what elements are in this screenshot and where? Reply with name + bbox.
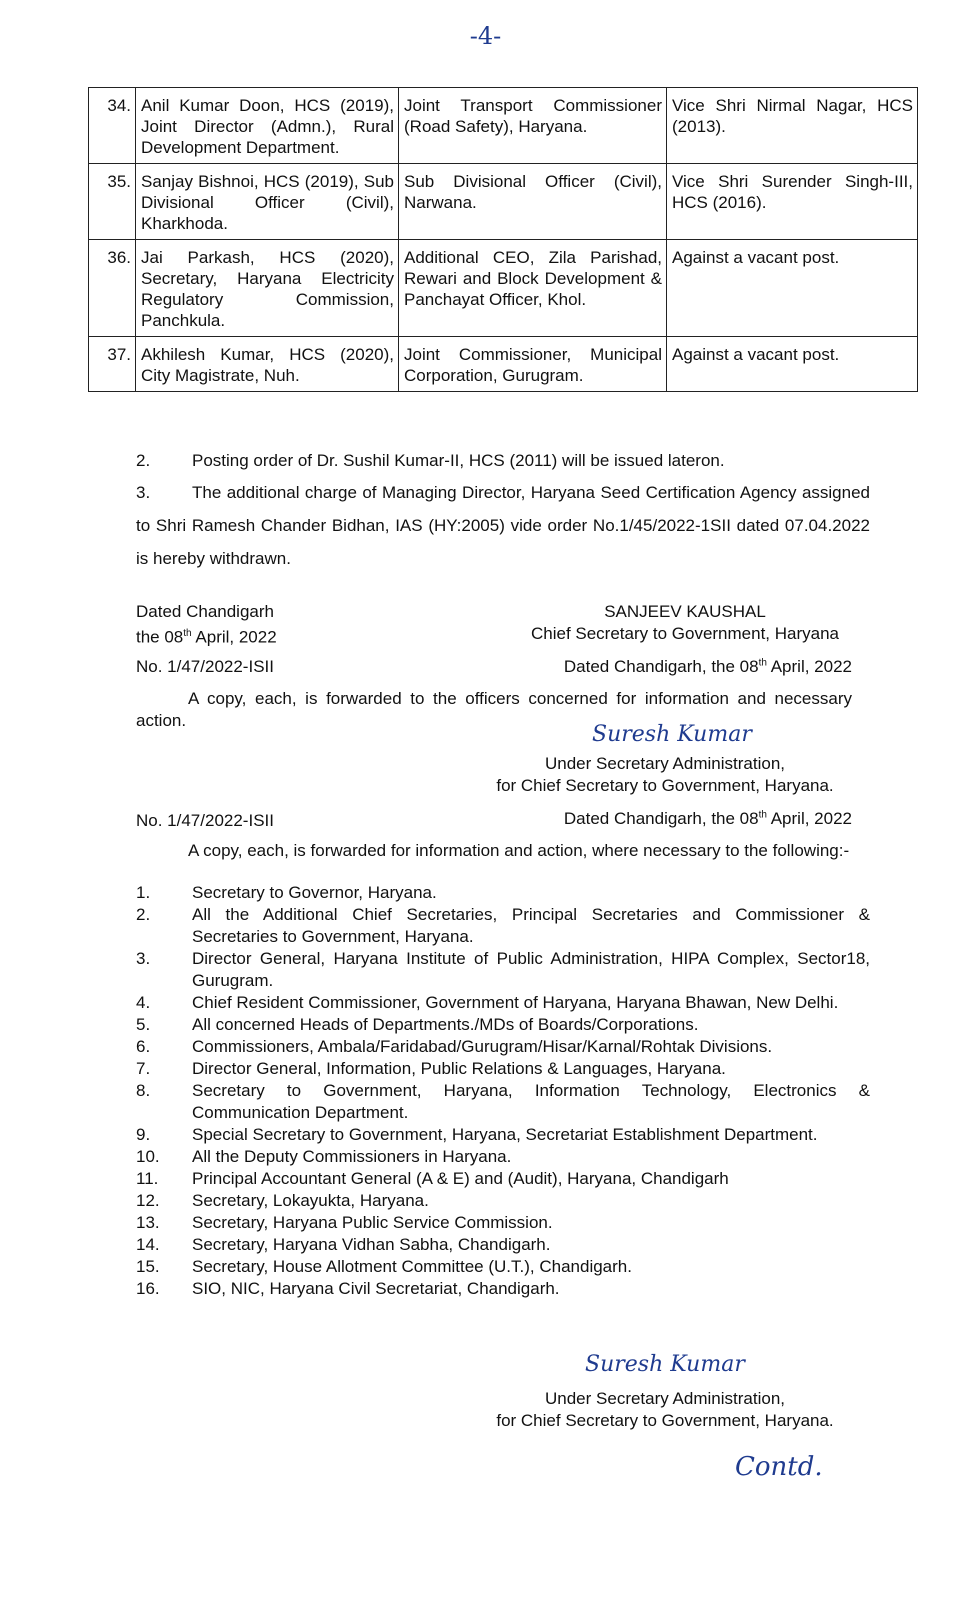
list-item-text: All the Additional Chief Secretaries, Principal Secretaries and Commissioner & Secretaries to Government, Haryana. xyxy=(192,905,870,946)
list-item xyxy=(136,1058,870,1080)
serial-number-cell: 37. xyxy=(89,337,136,392)
endorsement-2-signatory xyxy=(480,1388,850,1432)
signatory-designation: Under Secretary Administration, xyxy=(545,754,785,773)
vice-cell: Vice Shri Nirmal Nagar, HCS (2013). xyxy=(667,88,918,164)
posting-cell: Additional CEO, Zila Parishad, Rewari and Block Development & Panchayat Officer, Khol. xyxy=(399,240,667,337)
serial-number-cell: 34. xyxy=(89,88,136,164)
list-item-text: Chief Resident Commissioner, Government of Haryana, Haryana Bhawan, New Delhi. xyxy=(192,993,839,1012)
paragraph-number: 2. xyxy=(136,451,151,470)
order-place: Dated Chandigarh xyxy=(136,602,274,621)
list-item-text: Secretary, Haryana Vidhan Sabha, Chandigarh. xyxy=(192,1235,551,1254)
order-date: the 08th April, 2022 xyxy=(136,627,277,647)
signatory-title: Chief Secretary to Government, Haryana xyxy=(530,624,840,643)
vice-cell: Vice Shri Surender Singh-III, HCS (2016). xyxy=(667,164,918,240)
signatory-block xyxy=(500,601,870,645)
list-item-text: Principal Accountant General (A & E) and (Audit), Haryana, Chandigarh xyxy=(192,1169,729,1188)
contd-note: Contd. xyxy=(735,1452,823,1482)
vice-cell: Against a vacant post. xyxy=(667,240,918,337)
table-row xyxy=(89,337,918,392)
list-item-number: 11. xyxy=(136,1169,159,1188)
paragraph-text: The additional charge of Managing Director, Haryana Seed Certification Agency assigned to Shri Ramesh Chander Bidhan, IAS (HY:2005) vide order No.1/45/2022-1SII dated 07.04.2022 is hereby withdrawn. xyxy=(136,483,870,568)
list-item-text: Secretary to Government, Haryana, Information Technology, Electronics & Communication Department. xyxy=(192,1081,870,1122)
signature-1: Suresh Kumar xyxy=(592,722,752,747)
list-item xyxy=(136,904,870,948)
officer-cell: Sanjay Bishnoi, HCS (2019), Sub Divisional Officer (Civil), Kharkhoda. xyxy=(136,164,399,240)
posting-cell: Sub Divisional Officer (Civil), Narwana. xyxy=(399,164,667,240)
list-item-text: Secretary to Governor, Haryana. xyxy=(192,883,437,902)
list-item-number: 4. xyxy=(136,993,151,1012)
signature-2: Suresh Kumar xyxy=(585,1352,745,1377)
paragraph-number: 3. xyxy=(136,483,151,502)
list-item-number: 14. xyxy=(136,1235,160,1254)
paragraph-text: Posting order of Dr. Sushil Kumar-II, HCS (2011) will be issued lateron. xyxy=(192,451,725,470)
list-item xyxy=(136,1212,870,1234)
list-item xyxy=(136,1036,870,1058)
list-item-number: 1. xyxy=(136,883,151,902)
list-item-number: 3. xyxy=(136,949,151,968)
list-item-text: All the Deputy Commissioners in Haryana. xyxy=(192,1147,512,1166)
paragraph-3 xyxy=(136,476,870,575)
list-item xyxy=(136,1014,870,1036)
list-item-number: 10. xyxy=(136,1147,160,1166)
list-item-number: 7. xyxy=(136,1059,151,1078)
list-item-number: 9. xyxy=(136,1125,151,1144)
list-item-number: 13. xyxy=(136,1213,160,1232)
officer-cell: Akhilesh Kumar, HCS (2020), City Magistrate, Nuh. xyxy=(136,337,399,392)
postings-table xyxy=(88,87,918,392)
list-item-number: 2. xyxy=(136,905,151,924)
list-item xyxy=(136,1124,870,1146)
endorsement-1-date: Dated Chandigarh, the 08th April, 2022 xyxy=(563,657,852,676)
table-row xyxy=(89,164,918,240)
list-item-text: All concerned Heads of Departments./MDs of Boards/Corporations. xyxy=(192,1015,699,1034)
list-item xyxy=(136,1234,870,1256)
order-date-block xyxy=(136,601,277,649)
serial-number-cell: 35. xyxy=(89,164,136,240)
list-item xyxy=(136,882,870,904)
endorsement-1-number: No. 1/47/2022-ISII xyxy=(136,657,274,676)
list-item xyxy=(136,992,870,1014)
endorsement-1-signatory xyxy=(480,753,850,797)
table-row xyxy=(89,240,918,337)
paragraph-2 xyxy=(136,444,870,477)
table-row xyxy=(89,88,918,164)
list-item-number: 16. xyxy=(136,1279,160,1298)
page-marker: -4- xyxy=(469,22,502,50)
endorsement-1-text: A copy, each, is forwarded to the officers concerned for information and necessary action. xyxy=(136,689,852,730)
list-item-number: 8. xyxy=(136,1081,151,1100)
list-item-text: Secretary, House Allotment Committee (U.T.), Chandigarh. xyxy=(192,1257,632,1276)
list-item-text: Director General, Information, Public Relations & Languages, Haryana. xyxy=(192,1059,726,1078)
signatory-designation: Under Secretary Administration, xyxy=(545,1389,785,1408)
posting-cell: Joint Commissioner, Municipal Corporation, Gurugram. xyxy=(399,337,667,392)
list-item-text: Secretary, Lokayukta, Haryana. xyxy=(192,1191,429,1210)
list-item-text: Commissioners, Ambala/Faridabad/Gurugram/Hisar/Karnal/Rohtak Divisions. xyxy=(192,1037,773,1056)
vice-cell: Against a vacant post. xyxy=(667,337,918,392)
list-item xyxy=(136,1080,870,1124)
signatory-name: SANJEEV KAUSHAL xyxy=(604,602,766,621)
signatory-for: for Chief Secretary to Government, Haryana. xyxy=(496,1411,834,1430)
endorsement-2-number: No. 1/47/2022-ISII xyxy=(136,811,274,830)
list-item-text: SIO, NIC, Haryana Civil Secretariat, Chandigarh. xyxy=(192,1279,560,1298)
officer-cell: Anil Kumar Doon, HCS (2019), Joint Director (Admn.), Rural Development Department. xyxy=(136,88,399,164)
list-item xyxy=(136,948,870,992)
list-item xyxy=(136,1256,870,1278)
list-item xyxy=(136,1168,870,1190)
list-item-number: 5. xyxy=(136,1015,151,1034)
list-item-number: 12. xyxy=(136,1191,160,1210)
distribution-list xyxy=(136,882,870,1300)
list-item-text: Secretary, Haryana Public Service Commission. xyxy=(192,1213,553,1232)
endorsement-2-date: Dated Chandigarh, the 08th April, 2022 xyxy=(563,809,852,828)
list-item-number: 6. xyxy=(136,1037,151,1056)
serial-number-cell: 36. xyxy=(89,240,136,337)
officer-cell: Jai Parkash, HCS (2020), Secretary, Haryana Electricity Regulatory Commission, Panchkula. xyxy=(136,240,399,337)
list-item-text: Director General, Haryana Institute of Public Administration, HIPA Complex, Sector18, Gurugram. xyxy=(192,949,870,990)
signatory-for: for Chief Secretary to Government, Haryana. xyxy=(496,776,834,795)
posting-cell: Joint Transport Commissioner (Road Safety), Haryana. xyxy=(399,88,667,164)
list-item-number: 15. xyxy=(136,1257,160,1276)
endorsement-2-text: A copy, each, is forwarded for information and action, where necessary to the following:- xyxy=(188,841,850,860)
list-item-text: Special Secretary to Government, Haryana, Secretariat Establishment Department. xyxy=(192,1125,818,1144)
list-item xyxy=(136,1190,870,1212)
list-item xyxy=(136,1278,870,1300)
list-item xyxy=(136,1146,870,1168)
